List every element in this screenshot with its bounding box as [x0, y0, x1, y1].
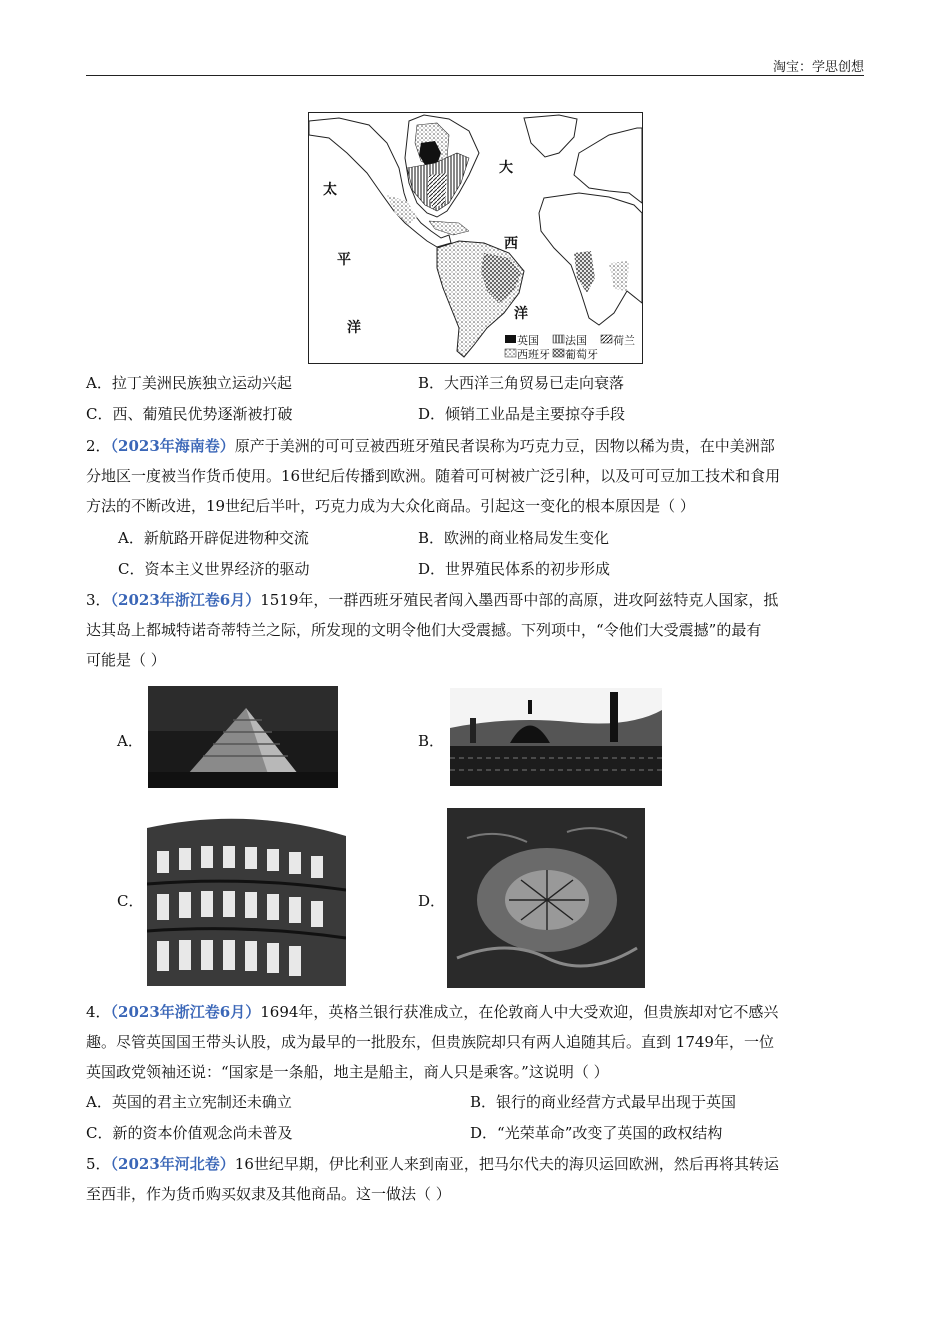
q2-stem-line1 [86, 436, 775, 456]
q2-number: 2． [86, 437, 111, 455]
q3-option-d-label: D． [418, 892, 446, 910]
q2-option-a: A．新航路开辟促进物种交流 [118, 529, 309, 547]
q4-option-d: D．“光荣革命”改变了英国的政权结构 [470, 1124, 723, 1142]
page-header [86, 56, 864, 76]
q4-number: 4． [86, 1003, 111, 1021]
q5-stem-line2: 至西非，作为货币购买奴隶及其他商品。这一做法（ ） [86, 1185, 451, 1203]
q3-image-tenochtitlan [447, 808, 645, 988]
map-label-ping: 平 [337, 252, 351, 268]
q2-stem-line2: 分地区一度被当作货币使用。16世纪后传播到欧洲。随着可可树被广泛引种，以及可可豆加工技术和食用 [86, 467, 781, 485]
q4-text-1: 1694年，英格兰银行获准成立，在伦敦商人中大受欢迎，但贵族却对它不感兴 [260, 1003, 779, 1021]
q3-image-colosseum [147, 806, 346, 986]
q4-stem-line2: 趣。尽管英国国王带头认股，成为最早的一批股东，但贵族院却只有两人追随其后。直到 1749年，一位 [86, 1033, 774, 1051]
q4-option-c: C．新的资本价值观念尚未普及 [86, 1124, 293, 1142]
q3-image-florence [450, 688, 662, 786]
q3-number: 3． [86, 591, 111, 609]
q4-stem-line1 [86, 1002, 778, 1022]
q3-image-pyramid [148, 686, 338, 788]
q3-stem-line1 [86, 590, 778, 610]
q4-source-tag: （2023年浙江卷6月） [110, 1003, 261, 1021]
q3-stem-line3: 可能是（ ） [86, 651, 166, 669]
colonial-map [308, 112, 643, 364]
q2-option-b: B．欧洲的商业格局发生变化 [418, 529, 610, 547]
q5-stem-line1 [86, 1154, 779, 1174]
q2-source-tag: （2023年海南卷） [110, 437, 235, 455]
q2-stem-line3: 方法的不断改进，19世纪后半叶，巧克力成为大众化商品。引起这一变化的根本原因是（ ） [86, 497, 695, 515]
q2-option-d: D．世界殖民体系的初步形成 [418, 560, 611, 578]
q1-option-d: D．倾销工业品是主要掠夺手段 [418, 405, 626, 423]
q2-text-1: 原产于美洲的可可豆被西班牙殖民者误称为巧克力豆，因物以稀为贵，在中美洲部 [234, 437, 775, 455]
legend-portugal: 葡萄牙 [565, 348, 598, 361]
map-label-yang-atlantic: 洋 [514, 306, 528, 322]
q1-option-b: B．大西洋三角贸易已走向衰落 [418, 374, 625, 392]
q3-source-tag: （2023年浙江卷6月） [110, 591, 261, 609]
q5-text-1: 16世纪早期，伊比利亚人来到南亚，把马尔代夫的海贝运回欧洲，然后再将其转运 [234, 1155, 779, 1173]
map-label-xi: 西 [504, 236, 518, 252]
q4-stem-line3: 英国政党领袖还说：“国家是一条船，地主是船主，商人只是乘客。”这说明（ ） [86, 1063, 609, 1081]
q1-option-a: A．拉丁美洲民族独立运动兴起 [86, 374, 292, 392]
map-label-tai: 太 [323, 182, 337, 198]
q4-option-b: B．银行的商业经营方式最早出现于英国 [470, 1093, 737, 1111]
q1-option-c: C．西、葡殖民优势逐渐被打破 [86, 405, 293, 423]
q2-option-c: C．资本主义世界经济的驱动 [118, 560, 310, 578]
map-label-yang-pacific: 洋 [347, 320, 361, 336]
q5-source-tag: （2023年河北卷） [110, 1155, 235, 1173]
q3-text-1: 1519年，一群西班牙殖民者闯入墨西哥中部的高原，进攻阿兹特克人国家，抵 [260, 591, 779, 609]
q3-stem-line2: 达其岛上都城特诺奇蒂特兰之际，所发现的文明令他们大受震撼。下列项中，“令他们大受震撼”的最有 [86, 621, 762, 639]
q3-option-a-label: A． [117, 732, 143, 750]
legend-netherlands: 荷兰 [613, 334, 635, 347]
q3-option-c-label: C． [117, 892, 144, 910]
map-label-da: 大 [499, 160, 513, 176]
header-text: 淘宝：学思创想 [772, 60, 864, 75]
q4-option-a: A．英国的君主立宪制还未确立 [86, 1093, 292, 1111]
q3-option-b-label: B． [418, 732, 445, 750]
q5-number: 5． [86, 1155, 111, 1173]
legend-england: 英国 [517, 334, 539, 347]
legend-spain: 西班牙 [517, 348, 550, 361]
legend-france: 法国 [565, 334, 587, 347]
